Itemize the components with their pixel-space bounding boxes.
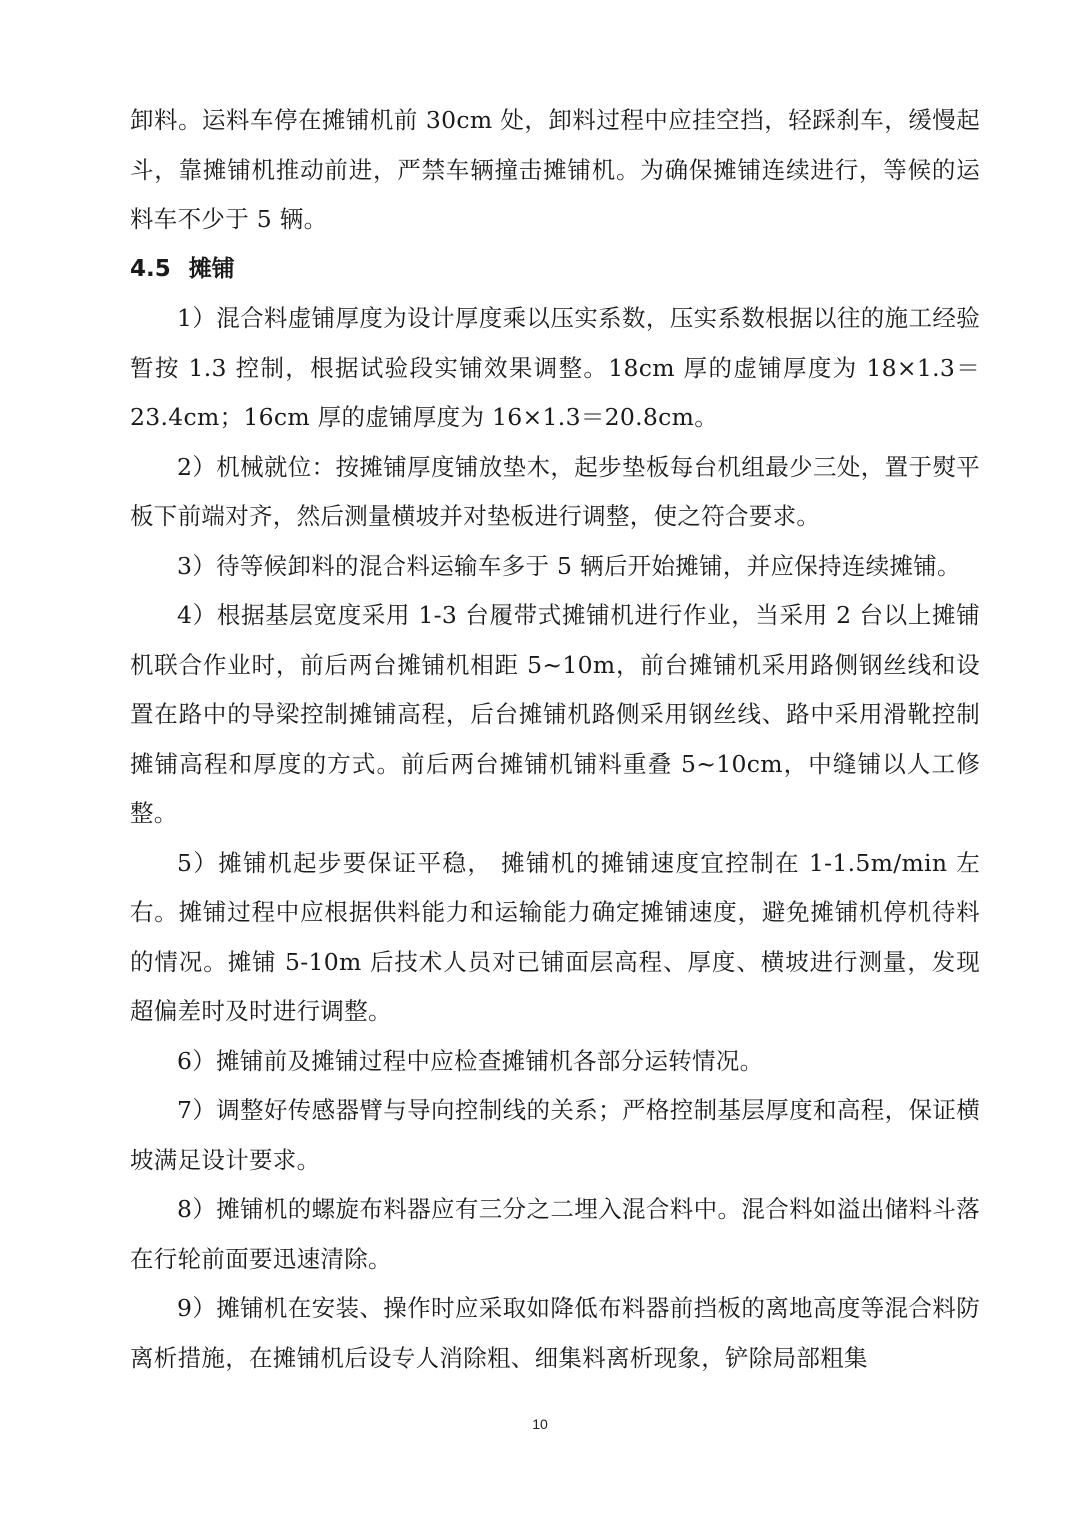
item-6-paragraph: 6）摊铺前及摊铺过程中应检查摊铺机各部分运转情况。 xyxy=(177,1046,764,1075)
section-heading xyxy=(130,245,980,295)
item-2-paragraph: 2）机械就位：按摊铺厚度铺放垫木，起步垫板每台机组最少三处，置于熨平板下前端对齐，然后测量横坡并对垫板进行调整，使之符合要求。 xyxy=(130,452,980,530)
item-3-paragraph: 3）待等候卸料的混合料运输车多于 5 辆后开始摊铺，并应保持连续摊铺。 xyxy=(177,551,961,580)
item-4-paragraph: 4）根据基层宽度采用 1-3 台履带式摊铺机进行作业，当采用 2 台以上摊铺机联合作业时，前后两台摊铺机相距 5~10m，前台摊铺机采用路侧钢丝线和设置在路中的导梁控制摊铺高程，后台摊铺机路侧采用钢丝线、路中采用滑靴控制摊铺高程和厚度的方式。前后两台摊铺机铺料重叠 5~10cm，中缝铺以人工修整。 xyxy=(130,601,980,827)
item-9-paragraph: 9）摊铺机在安装、操作时应采取如降低布料器前挡板的离地高度等混合料防离析措施，在摊铺机后设专人消除粗、细集料离析现象，铲除局部粗集 xyxy=(130,1294,980,1372)
section-title: 摊铺 xyxy=(188,255,235,282)
item-7-paragraph: 7）调整好传感器臂与导向控制线的关系；严格控制基层厚度和高程，保证横坡满足设计要求。 xyxy=(130,1096,980,1174)
section-number: 4.5 xyxy=(130,255,171,282)
item-8-paragraph: 8）摊铺机的螺旋布料器应有三分之二埋入混合料中。混合料如溢出储料斗落在行轮前面要迅速清除。 xyxy=(130,1195,980,1273)
page-number: 10 xyxy=(532,1416,548,1432)
intro-paragraph: 卸料。运料车停在摊铺机前 30cm 处，卸料过程中应挂空挡，轻踩刹车，缓慢起斗，靠摊铺机推动前进，严禁车辆撞击摊铺机。为确保摊铺连续进行，等候的运料车不少于 5 辆。 xyxy=(130,106,980,233)
item-1-paragraph: 1）混合料虚铺厚度为设计厚度乘以压实系数，压实系数根据以往的施工经验暂按 1.3 控制，根据试验段实铺效果调整。18cm 厚的虚铺厚度为 18×1.3＝23.4cm；16cm 厚的虚铺厚度为 16×1.3＝20.8cm。 xyxy=(130,304,980,431)
item-5-paragraph: 5）摊铺机起步要保证平稳， 摊铺机的摊铺速度宜控制在 1-1.5m/min 左右。摊铺过程中应根据供料能力和运输能力确定摊铺速度，避免摊铺机停机待料的情况。摊铺 5-10m 后技术人员对已铺面层高程、厚度、横坡进行测量，发现超偏差时及时进行调整。 xyxy=(130,848,980,1025)
page-body xyxy=(130,96,980,1383)
